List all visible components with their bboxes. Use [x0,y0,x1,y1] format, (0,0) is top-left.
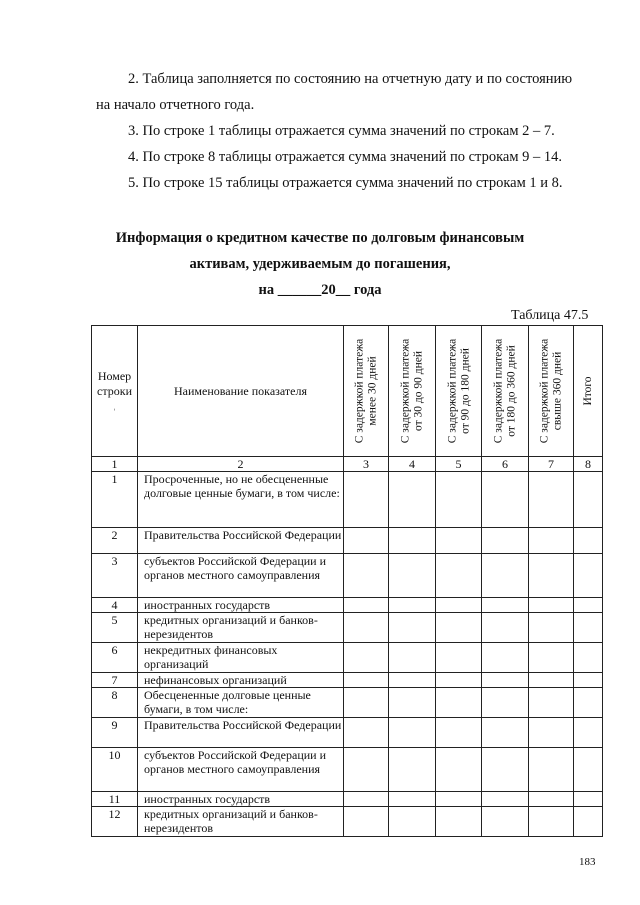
table-label: Таблица 47.5 [511,308,589,323]
header-row [92,326,603,457]
header-total [574,326,603,457]
table-row [92,807,603,837]
value-cell [344,718,389,748]
paragraph-3: 3. По строке 1 таблицы отражается сумма значений по строкам 2 – 7. [128,123,555,139]
row-indicator-name: субъектов Российской Федерации и органов местного самоуправления [138,748,344,792]
header-total-label: Итого [581,376,594,406]
value-cell [482,807,529,837]
paragraph-4: 4. По строке 8 таблицы отражается сумма значений по строкам 9 – 14. [128,149,563,165]
value-cell [529,718,574,748]
value-cell [482,718,529,748]
header-c2-l2: от 30 до 90 дней [412,351,424,432]
value-cell [436,643,482,673]
table-row [92,643,603,673]
table-row [92,472,603,528]
value-cell [344,643,389,673]
value-cell [344,673,389,688]
header-c3-l2: от 90 до 180 дней [458,348,471,434]
value-cell [574,554,603,598]
colnum-1: 1 [92,457,138,472]
row-indicator-name: Просроченные, но не обесцененные долговые ценные бумаги, в том числе: [138,472,344,528]
row-number: 9 [92,718,138,748]
value-cell [529,528,574,554]
value-cell [574,673,603,688]
heading-line2: активам, удерживаемым до погашения, [189,256,451,272]
value-cell [389,792,436,807]
value-cell [574,718,603,748]
value-cell [389,718,436,748]
value-cell [436,688,482,718]
row-indicator-name: иностранных государств [138,792,344,807]
table-row [92,792,603,807]
header-c1-l1: С задержкой платежа [353,338,366,444]
value-cell [436,598,482,613]
value-cell [436,528,482,554]
colnum-8: 8 [574,457,603,472]
value-cell [574,528,603,554]
value-cell [574,613,603,643]
value-cell [436,748,482,792]
value-cell [529,673,574,688]
row-indicator-name: иностранных государств [138,598,344,613]
value-cell [344,748,389,792]
value-cell [529,472,574,528]
row-number: 4 [92,598,138,613]
value-cell [482,554,529,598]
paragraph-5: 5. По строке 15 таблицы отражается сумма значений по строкам 1 и 8. [128,175,563,191]
value-cell [389,673,436,688]
value-cell [529,792,574,807]
header-c5-l1: С задержкой платежа [538,338,551,444]
header-overdue-90-180 [436,326,482,457]
row-indicator-name: Обесцененные долговые ценные бумаги, в том числе: [138,688,344,718]
header-indicator-name: Наименование показателя [138,326,344,457]
value-cell [482,792,529,807]
value-cell [529,688,574,718]
header-c4-l1: С задержкой платежа [492,338,505,444]
value-cell [436,792,482,807]
header-mark: ˒ [113,403,116,413]
value-cell [344,688,389,718]
heading-line3: на ______20__ года [258,282,382,298]
header-overdue-30-90 [389,326,436,457]
header-c4-l2: от 180 до 360 дней [505,345,517,437]
value-cell [529,598,574,613]
table-row [92,528,603,554]
table-row [92,673,603,688]
row-number: 6 [92,643,138,673]
value-cell [389,807,436,837]
value-cell [529,643,574,673]
value-cell [529,748,574,792]
row-number: 10 [92,748,138,792]
value-cell [574,472,603,528]
value-cell [436,554,482,598]
value-cell [389,472,436,528]
value-cell [529,554,574,598]
value-cell [436,718,482,748]
value-cell [482,528,529,554]
table-row [92,613,603,643]
row-number: 5 [92,613,138,643]
heading-line1: Информация о кредитном качестве по долговым финансовым [115,230,525,246]
value-cell [529,807,574,837]
value-cell [344,792,389,807]
value-cell [389,554,436,598]
header-overdue-under-30 [344,326,389,457]
table-body [92,472,603,837]
table-row [92,718,603,748]
row-indicator-name: кредитных организаций и банков-нерезидентов [138,613,344,643]
header-overdue-over-360 [529,326,574,457]
header-overdue-180-360 [482,326,529,457]
row-number: 1 [92,472,138,528]
value-cell [344,598,389,613]
value-cell [574,748,603,792]
value-cell [574,643,603,673]
table-row [92,554,603,598]
table-row [92,598,603,613]
row-indicator-name: кредитных организаций и банков-нерезидентов [138,807,344,837]
value-cell [574,792,603,807]
value-cell [344,472,389,528]
colnum-5: 5 [436,457,482,472]
value-cell [344,613,389,643]
value-cell [482,748,529,792]
value-cell [344,554,389,598]
header-c1-l2: менее 30 дней [366,356,378,426]
value-cell [344,807,389,837]
value-cell [389,643,436,673]
value-cell [344,528,389,554]
page-number: 183 [579,856,596,868]
row-indicator-name: некредитных финансовых организаций [138,643,344,673]
colnum-4: 4 [389,457,436,472]
value-cell [436,472,482,528]
value-cell [574,688,603,718]
value-cell [574,598,603,613]
value-cell [482,472,529,528]
colnum-7: 7 [529,457,574,472]
value-cell [482,673,529,688]
paragraph-2-line1: 2. Таблица заполняется по состоянию на отчетную дату и по состоянию [128,71,573,87]
row-number: 11 [92,792,138,807]
row-number: 12 [92,807,138,837]
table-row [92,688,603,718]
value-cell [436,613,482,643]
header-c5-l2: свыше 360 дней [551,351,563,431]
colnum-6: 6 [482,457,529,472]
value-cell [574,807,603,837]
value-cell [482,688,529,718]
colnum-3: 3 [344,457,389,472]
row-indicator-name: Правительства Российской Федерации [138,718,344,748]
value-cell [389,528,436,554]
column-numbers-row [92,457,603,472]
row-number: 7 [92,673,138,688]
value-cell [482,613,529,643]
value-cell [389,688,436,718]
row-indicator-name: субъектов Российской Федерации и органов местного самоуправления [138,554,344,598]
header-c3-l1: С задержкой платежа [446,338,458,444]
header-row-number-label: Номер строки [97,369,132,398]
row-indicator-name: Правительства Российской Федерации [138,528,344,554]
value-cell [436,673,482,688]
paragraph-2-line2: на начало отчетного года. [96,97,255,113]
value-cell [482,598,529,613]
header-row-number [92,326,138,457]
credit-quality-table [91,325,603,837]
colnum-2: 2 [138,457,344,472]
value-cell [529,613,574,643]
row-number: 3 [92,554,138,598]
value-cell [436,807,482,837]
row-number: 8 [92,688,138,718]
table-row [92,748,603,792]
value-cell [389,748,436,792]
value-cell [389,613,436,643]
row-number: 2 [92,528,138,554]
header-c2-l1: С задержкой платежа [399,338,412,444]
value-cell [482,643,529,673]
value-cell [389,598,436,613]
row-indicator-name: нефинансовых организаций [138,673,344,688]
